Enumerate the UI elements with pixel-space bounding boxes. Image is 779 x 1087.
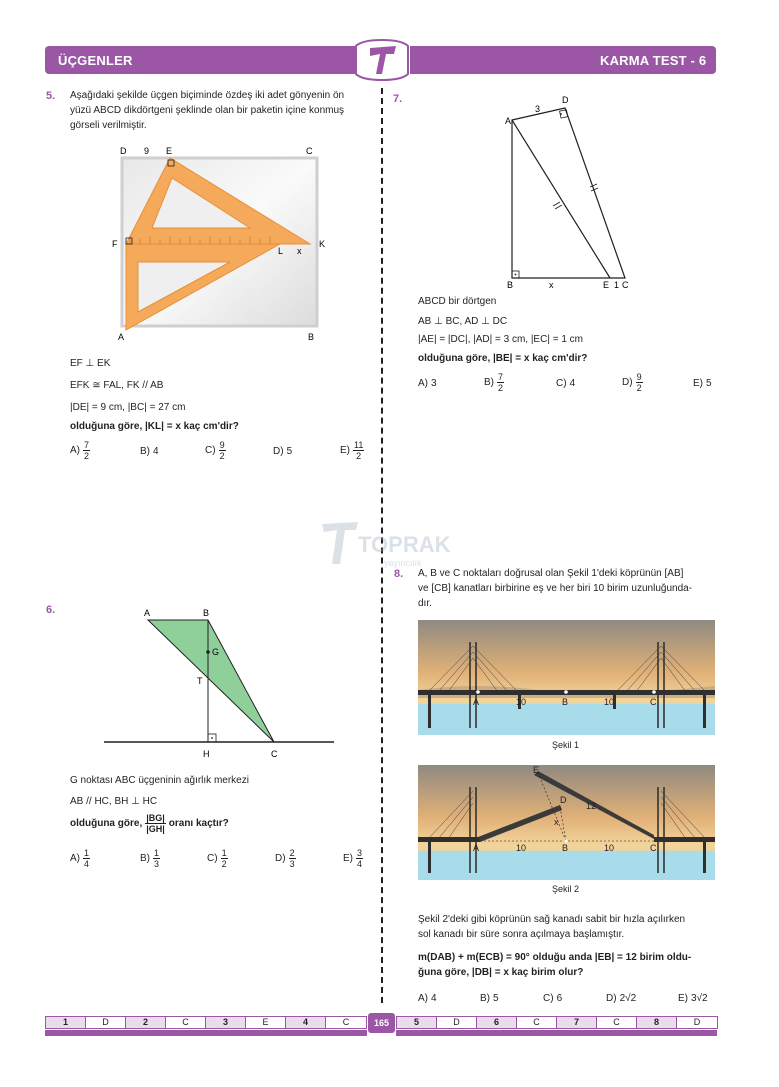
- fraction-num: 7: [498, 372, 504, 382]
- q6-label-A: A: [144, 608, 151, 618]
- q8-text-line: ve [CB] kanatları birbirine eş ve her biri 10 birim uzunluğunda-: [418, 583, 693, 594]
- q5-label-B: B: [308, 332, 315, 342]
- q8-option-c[interactable]: [543, 993, 562, 1004]
- q6-option-a[interactable]: [70, 848, 90, 869]
- option-letter: B): [480, 993, 490, 1004]
- option-value: 4: [431, 993, 437, 1004]
- answer-key-cell: 5: [397, 1017, 437, 1028]
- fraction: [636, 372, 643, 393]
- q7-option-b[interactable]: [484, 372, 504, 393]
- q5-given-1: EF ⊥ EK: [70, 358, 111, 369]
- fraction: [497, 372, 504, 393]
- q7-number: 7.: [393, 93, 403, 105]
- option-letter: D): [275, 853, 286, 864]
- q5-option-c[interactable]: [205, 440, 226, 461]
- q6-label-G: G: [212, 647, 220, 657]
- q7-option-c[interactable]: [556, 378, 575, 389]
- fraction-den: 2: [221, 859, 227, 869]
- option-letter: A): [418, 993, 428, 1004]
- option-value: 5: [493, 993, 499, 1004]
- fraction-num: 3: [357, 848, 363, 858]
- fig2-label-12: 12: [586, 801, 597, 811]
- q8-option-b[interactable]: [480, 993, 499, 1004]
- answer-key-cell: C: [597, 1017, 637, 1028]
- q6-figure: [100, 604, 340, 764]
- fraction: [153, 848, 160, 869]
- q5-label-D: D: [120, 146, 127, 156]
- q7-option-a[interactable]: [418, 378, 437, 389]
- option-letter: A): [70, 445, 80, 456]
- option-value: 4: [569, 378, 576, 389]
- fig2-label-A: A: [473, 843, 480, 853]
- fraction-den: 2: [356, 451, 362, 461]
- watermark-sub: yayıncılık: [384, 558, 422, 568]
- option-value: 4: [153, 446, 159, 457]
- fraction: [219, 440, 226, 461]
- q6-ratio: [145, 813, 166, 834]
- q5-label-9: 9: [144, 146, 150, 156]
- q5-label-K: K: [319, 239, 326, 249]
- fraction: [289, 848, 296, 869]
- fig1-label-B: B: [562, 697, 569, 707]
- q5-text-line: görseli verilmiştir.: [70, 120, 147, 131]
- q8-text-line: sol kanadı bir süre sonra açılmaya başlamıştır.: [418, 929, 625, 940]
- q5-figure: [110, 140, 335, 345]
- fig1-label-A: A: [473, 697, 480, 707]
- q8-text-line: A, B ve C noktaları doğrusal olan Şekil 1'deki köprünün [AB]: [418, 568, 684, 579]
- fraction-num: 1: [221, 848, 227, 858]
- answer-key-cell: C: [517, 1017, 557, 1028]
- page-number: 165: [368, 1013, 395, 1033]
- fraction-num: 7: [84, 440, 90, 450]
- option-letter: B): [140, 446, 150, 457]
- answer-key-cell: D: [86, 1017, 126, 1028]
- q8-text-line: Şekil 2'deki gibi köprünün sağ kanadı sabit bir hızla açılırken: [418, 914, 686, 925]
- q8-option-d[interactable]: [606, 993, 636, 1004]
- q5-label-A: A: [118, 332, 125, 342]
- q5-label-E: E: [166, 146, 173, 156]
- fraction-den: 4: [84, 859, 90, 869]
- option-value: 2√2: [619, 993, 637, 1004]
- q7-label-A: A: [505, 116, 512, 126]
- fraction-den: 2: [219, 451, 225, 461]
- fraction-num: 11: [354, 440, 364, 450]
- answer-key-cell: 6: [477, 1017, 517, 1028]
- q7-given-2: AB ⊥ BC, AD ⊥ DC: [418, 316, 508, 327]
- footer-bar-left: [45, 1030, 367, 1036]
- option-letter: B): [140, 853, 150, 864]
- option-letter: E): [340, 445, 350, 456]
- answer-key-cell: C: [166, 1017, 206, 1028]
- q5-given-2: EFK ≅ FAL, FK // AB: [70, 380, 164, 391]
- fraction-num: 1: [154, 848, 160, 858]
- option-letter: C): [205, 445, 216, 456]
- q5-text: [70, 88, 375, 133]
- publisher-logo-icon: [352, 38, 412, 82]
- q6-number: 6.: [46, 604, 56, 616]
- fig2-label-10-left: 10: [516, 843, 527, 853]
- q7-label-x: x: [549, 280, 554, 290]
- q6-question-prefix: olduğuna göre,: [70, 818, 143, 829]
- option-value: 3√2: [691, 993, 708, 1004]
- fraction-den: 2: [84, 451, 90, 461]
- fig2-label-E: E: [533, 765, 540, 775]
- q6-option-e[interactable]: [343, 848, 363, 869]
- fig2-label-C: C: [650, 843, 657, 853]
- q7-label-D: D: [562, 95, 569, 105]
- q5-option-b[interactable]: [140, 446, 159, 457]
- q7-given-3: |AE| = |DC|, |AD| = 3 cm, |EC| = 1 cm: [418, 334, 583, 345]
- fraction: [221, 848, 228, 869]
- fraction: [353, 440, 364, 461]
- fig1-label-10-right: 10: [604, 697, 615, 707]
- answer-key-cell: 2: [126, 1017, 166, 1028]
- q5-text-line: Aşağıdaki şekilde üçgen biçiminde özdeş iki adet gönyenin ön: [70, 90, 345, 101]
- footer-bar-right: [396, 1030, 717, 1036]
- fraction-num: 1: [84, 848, 90, 858]
- q8-option-e[interactable]: [678, 993, 708, 1004]
- header-left-title: ÜÇGENLER: [58, 53, 133, 68]
- option-value: 6: [556, 993, 563, 1004]
- answer-key-cell: 1: [46, 1017, 86, 1028]
- q8-figure-1: [418, 620, 715, 735]
- q8-question-line: m(DAB) + m(ECB) = 90° olduğu anda |EB| = 12 birim oldu-: [418, 952, 692, 963]
- fig1-label-C: C: [650, 697, 657, 707]
- option-letter: D): [273, 446, 284, 457]
- q8-option-a[interactable]: [418, 993, 437, 1004]
- q5-option-d[interactable]: [273, 446, 292, 457]
- q8-number: 8.: [394, 568, 404, 580]
- q6-question: [70, 813, 229, 834]
- q7-question: olduğuna göre, |BE| = x kaç cm'dir?: [418, 353, 588, 364]
- fraction-num: 9: [219, 440, 225, 450]
- q8-text-2: [418, 912, 718, 942]
- q8-text-line: dır.: [418, 598, 432, 609]
- fraction-den: 2: [498, 383, 504, 393]
- option-letter: C): [556, 378, 567, 389]
- q8-question-line: ğuna göre, |DB| = x kaç birim olur?: [418, 967, 584, 978]
- q5-question: olduğuna göre, |KL| = x kaç cm'dir?: [70, 421, 239, 432]
- q8-text: [418, 566, 718, 611]
- fig2-label-x: x: [554, 817, 559, 827]
- fraction-den: |GH|: [146, 824, 165, 834]
- fraction-num: 2: [289, 848, 295, 858]
- option-letter: B): [484, 377, 494, 388]
- fraction-num: |BG|: [146, 813, 165, 823]
- q6-label-H: H: [203, 749, 210, 759]
- fraction-den: 3: [289, 859, 295, 869]
- answer-key-left: [45, 1016, 367, 1029]
- option-value: 3: [431, 378, 437, 389]
- q5-given-3: |DE| = 9 cm, |BC| = 27 cm: [70, 402, 186, 413]
- fig1-caption: Şekil 1: [552, 740, 580, 750]
- answer-key-cell: 7: [557, 1017, 597, 1028]
- answer-key-cell: E: [246, 1017, 286, 1028]
- fraction-den: 4: [357, 859, 363, 869]
- fig2-label-B: B: [562, 843, 569, 853]
- watermark-brand: TOPRAK: [358, 532, 451, 557]
- header-right-title: KARMA TEST - 6: [600, 53, 707, 68]
- q6-option-b[interactable]: [140, 848, 160, 869]
- q5-label-L: L: [278, 246, 284, 256]
- option-letter: D): [622, 377, 633, 388]
- option-letter: E): [343, 853, 353, 864]
- option-letter: C): [207, 853, 218, 864]
- q6-label-C: C: [271, 749, 278, 759]
- fraction: [356, 848, 363, 869]
- q5-number: 5.: [46, 90, 56, 102]
- option-letter: E): [693, 378, 703, 389]
- answer-key-cell: D: [437, 1017, 477, 1028]
- answer-key-cell: 8: [637, 1017, 677, 1028]
- fraction-num: 9: [636, 372, 642, 382]
- q7-label-B: B: [507, 280, 514, 290]
- option-value: 5: [286, 446, 293, 457]
- q5-option-e[interactable]: [340, 440, 364, 461]
- fig1-label-10-left: 10: [516, 697, 527, 707]
- q6-option-c[interactable]: [207, 848, 228, 869]
- q7-given-1: ABCD bir dörtgen: [418, 296, 497, 307]
- answer-key-cell: 4: [286, 1017, 326, 1028]
- q7-label-E: E: [603, 280, 610, 290]
- q5-text-line: yüzü ABCD dikdörtgeni şeklinde olan bir paketin içine konmuş: [70, 105, 345, 116]
- q5-label-x: x: [297, 246, 302, 256]
- answer-key-cell: 3: [206, 1017, 246, 1028]
- q7-option-d[interactable]: [622, 372, 643, 393]
- fig2-label-10-right: 10: [604, 843, 615, 853]
- q6-given-2: AB // HC, BH ⊥ HC: [70, 796, 158, 807]
- fraction-den: 3: [154, 859, 160, 869]
- q5-label-C: C: [306, 146, 313, 156]
- option-letter: C): [543, 993, 554, 1004]
- answer-key-cell: C: [342, 1017, 350, 1027]
- q7-option-e[interactable]: [693, 378, 712, 389]
- option-letter: E): [678, 993, 688, 1004]
- q6-label-T: T: [197, 676, 203, 686]
- q7-label-C: C: [622, 280, 629, 290]
- q8-question: [418, 950, 718, 980]
- fig2-label-D: D: [560, 795, 567, 805]
- fig2-caption: Şekil 2: [552, 884, 580, 894]
- option-value: 5: [706, 378, 712, 389]
- q7-figure: [495, 92, 635, 290]
- option-letter: A): [418, 378, 428, 389]
- q5-label-F: F: [112, 239, 118, 249]
- q5-option-a[interactable]: [70, 440, 90, 461]
- q6-question-suffix: oranı kaçtır?: [168, 818, 229, 829]
- answer-key-cell: D: [693, 1017, 701, 1027]
- option-letter: D): [606, 993, 617, 1004]
- option-letter: A): [70, 853, 80, 864]
- q6-given-1: G noktası ABC üçgeninin ağırlık merkezi: [70, 775, 249, 786]
- q8-figure-2: [418, 765, 715, 880]
- q7-label-3: 3: [535, 104, 541, 114]
- q7-label-1: 1: [614, 280, 620, 290]
- answer-key-right: [396, 1016, 718, 1029]
- fraction-den: 2: [636, 383, 642, 393]
- fraction: [83, 848, 90, 869]
- q6-option-d[interactable]: [275, 848, 296, 869]
- fraction: [83, 440, 90, 461]
- q6-label-B: B: [203, 608, 210, 618]
